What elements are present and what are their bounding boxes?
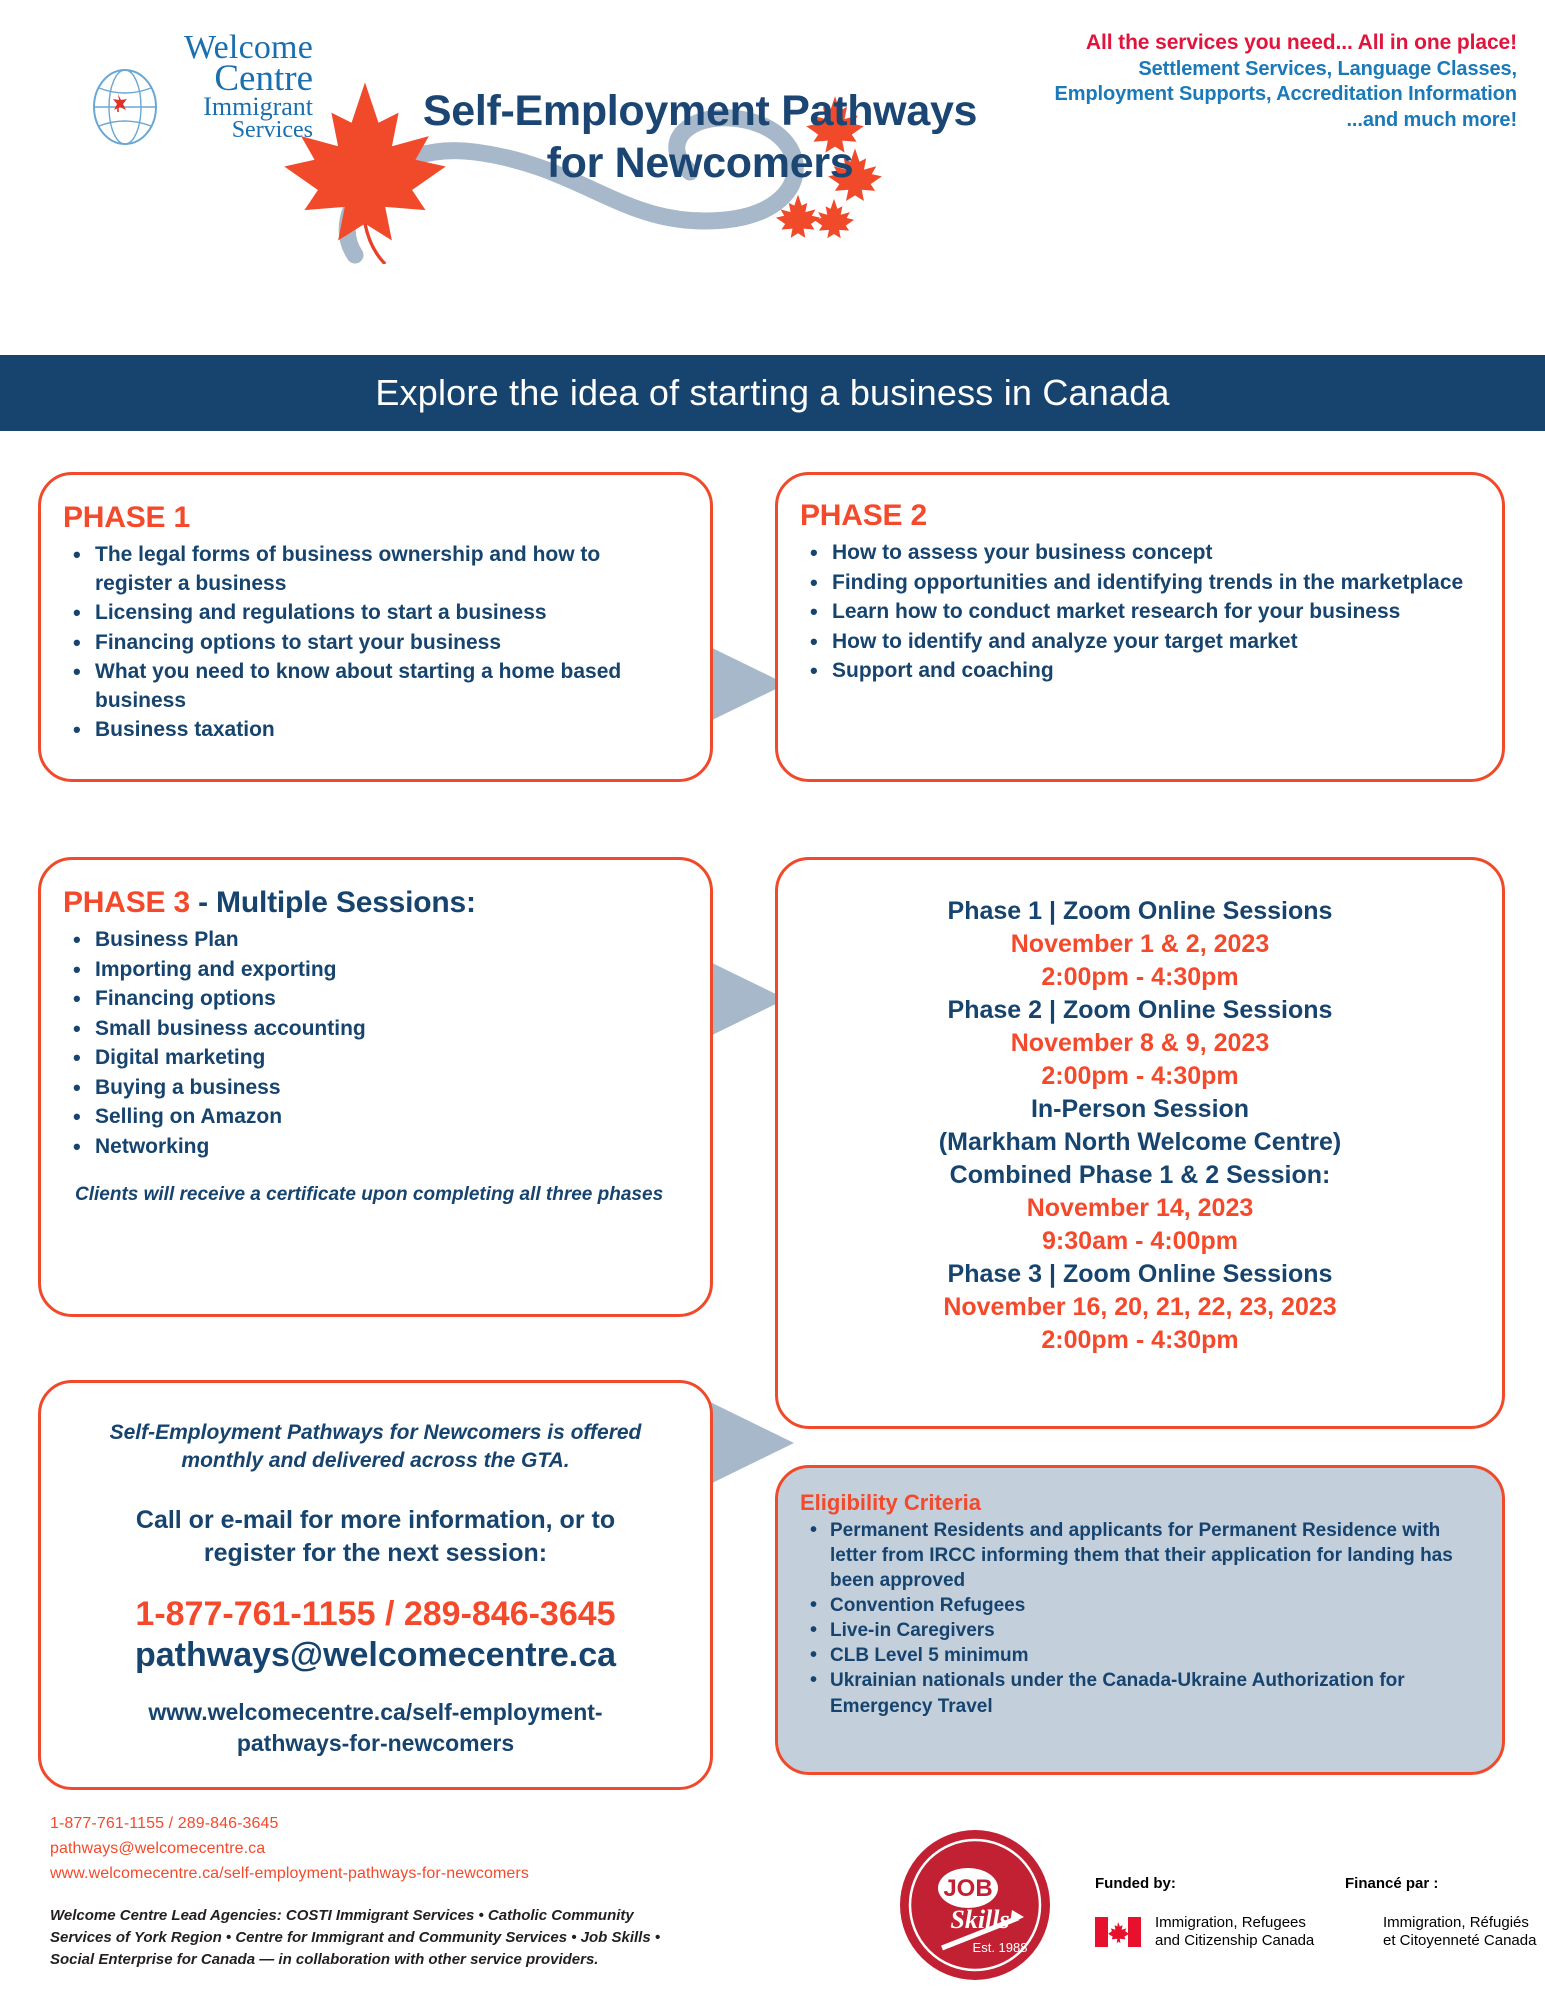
- schedule-line: November 8 & 9, 2023: [1010, 1029, 1270, 1057]
- department-fr-line-2: et Citoyenneté Canada: [1383, 1932, 1537, 1950]
- schedule-line: In-Person Session: [1030, 1095, 1250, 1123]
- banner-text: Explore the idea of starting a business in Canada: [375, 372, 1170, 413]
- contact-card: [38, 1380, 713, 1790]
- tagline-block: [1055, 30, 1517, 134]
- schedule-line: Phase 2 | Zoom Online Sessions: [947, 996, 1333, 1024]
- schedule-line: November 1 & 2, 2023: [1010, 930, 1270, 958]
- contact-call-line-1: Call or e-mail for more information, or to: [135, 1506, 616, 1535]
- canada-flag-icon: [1095, 1917, 1141, 1947]
- phase-3-list: [63, 926, 682, 1161]
- list-item: • How to assess your business concept: [800, 539, 1476, 568]
- schedule-line: November 16, 20, 21, 22, 23, 2023: [943, 1293, 1337, 1321]
- connector-arrow-2: [706, 960, 786, 1038]
- list-item: • Permanent Residents and applicants for Permanent Residence with letter from IRCC informing them that their application for landing has been approved: [800, 1518, 1474, 1593]
- list-item: • Learn how to conduct market research for your business: [800, 598, 1476, 627]
- footer-agencies-line-3: Social Enterprise for Canada — in collaboration with other service providers.: [50, 1950, 599, 1968]
- poster-title-line-2: for Newcomers: [546, 139, 854, 188]
- job-skills-logo: [900, 1830, 1050, 1980]
- phase-1-list: [63, 541, 682, 745]
- list-item: • Importing and exporting: [63, 956, 682, 985]
- list-item: • What you need to know about starting a home based business: [63, 658, 682, 715]
- svg-text:Skills: Skills: [950, 1905, 1010, 1934]
- svg-text:Est. 1988: Est. 1988: [972, 1940, 1028, 1955]
- department-en-line-2: and Citizenship Canada: [1155, 1932, 1315, 1950]
- list-item: • Digital marketing: [63, 1044, 682, 1073]
- footer-agencies-line-2: Services of York Region • Centre for Immigrant and Community Services • Job Skills •: [50, 1928, 661, 1946]
- phase-3-title-main: PHASE 3: [63, 886, 190, 919]
- schedule-line: Phase 3 | Zoom Online Sessions: [947, 1260, 1333, 1288]
- funded-by-fr: Financé par :: [1345, 1875, 1439, 1892]
- job-skills-logo-icon: [900, 1830, 1050, 1980]
- schedule-card: [775, 857, 1505, 1429]
- eligibility-list: [800, 1518, 1474, 1719]
- funders-headings: [1095, 1875, 1536, 1892]
- list-item: • Convention Refugees: [800, 1593, 1474, 1618]
- eligibility-title: Eligibility Criteria: [800, 1490, 981, 1515]
- footer-phone[interactable]: 1-877-761-1155 / 289-846-3645: [50, 1815, 279, 1832]
- poster-title-line-1: Self-Employment Pathways: [422, 87, 978, 135]
- footer-agencies: [50, 1905, 660, 1970]
- department-fr-line-1: Immigration, Réfugiés: [1383, 1914, 1529, 1931]
- funders-body: [1095, 1914, 1536, 1951]
- phase-1-card: [38, 472, 713, 782]
- list-item: • Finding opportunities and identifying trends in the marketplace: [800, 569, 1476, 598]
- contact-intro: [75, 1419, 676, 1474]
- schedule-line: November 14, 2023: [1026, 1194, 1254, 1222]
- phase-3-title-rest: - Multiple Sessions:: [189, 886, 476, 919]
- logo-line-services: Services: [231, 117, 313, 144]
- logo-line-centre: Centre: [214, 58, 313, 100]
- department-name-fr: [1383, 1914, 1536, 1951]
- contact-email[interactable]: pathways@welcomecentre.ca: [134, 1636, 617, 1675]
- eligibility-card: [775, 1465, 1505, 1775]
- contact-website-line-1: www.welcomecentre.ca/self-employment-: [148, 1699, 603, 1726]
- contact-intro-line-1: Self-Employment Pathways for Newcomers is offered: [109, 1421, 642, 1444]
- schedule-line: Combined Phase 1 & 2 Session:: [949, 1161, 1331, 1189]
- phase-1-title: PHASE 1: [63, 501, 190, 534]
- footer-website[interactable]: www.welcomecentre.ca/self-employment-pathways-for-newcomers: [50, 1864, 529, 1882]
- schedule-line: 2:00pm - 4:30pm: [1041, 1326, 1239, 1354]
- phase-2-card: [775, 472, 1505, 782]
- poster-header: [0, 0, 1545, 355]
- department-names: [1155, 1914, 1536, 1951]
- poster-title-block: [350, 85, 1050, 265]
- list-item: • Support and coaching: [800, 657, 1476, 686]
- tagline-line-3: Employment Supports, Accreditation Information: [1054, 83, 1517, 106]
- schedule-line: (Markham North Welcome Centre): [938, 1128, 1342, 1156]
- logo-line-immigrant: Immigrant: [203, 92, 313, 122]
- tagline-line-2: Settlement Services, Language Classes,: [1138, 57, 1517, 80]
- schedule-line: Phase 1 | Zoom Online Sessions: [947, 897, 1333, 925]
- page-title: [350, 85, 1050, 190]
- maple-leaf-icon-small-4: [813, 197, 855, 245]
- list-item: • CLB Level 5 minimum: [800, 1643, 1474, 1668]
- list-item: • Financing options: [63, 985, 682, 1014]
- footer-agencies-line-1: Welcome Centre Lead Agencies: COSTI Immigrant Services • Catholic Community: [50, 1907, 634, 1924]
- list-item: • How to identify and analyze your target market: [800, 628, 1476, 657]
- phase-2-list: [800, 539, 1476, 686]
- tagline-highlight: All the services you need... All in one place!: [1085, 31, 1517, 54]
- schedule-line: 2:00pm - 4:30pm: [1041, 1062, 1239, 1090]
- contact-website[interactable]: [75, 1697, 676, 1758]
- list-item: • Licensing and regulations to start a business: [63, 599, 682, 628]
- banner-strip: [0, 355, 1545, 431]
- phase-2-title: PHASE 2: [800, 499, 927, 532]
- contact-phone[interactable]: 1-877-761-1155 / 289-846-3645: [135, 1595, 616, 1634]
- footer-email[interactable]: pathways@welcomecentre.ca: [50, 1839, 266, 1857]
- schedule-line: 9:30am - 4:00pm: [1042, 1227, 1238, 1255]
- logo-line-welcome: Welcome: [184, 29, 313, 66]
- list-item: • Live-in Caregivers: [800, 1618, 1474, 1643]
- funders-block: [1095, 1875, 1536, 1951]
- svg-text:JOB: JOB: [943, 1875, 993, 1902]
- welcome-centre-logo: [52, 30, 312, 150]
- list-item: • The legal forms of business ownership and how to register a business: [63, 541, 682, 598]
- phase-3-title: [63, 886, 682, 920]
- list-item: • Selling on Amazon: [63, 1103, 682, 1132]
- list-item: • Financing options to start your business: [63, 629, 682, 658]
- footer-contact: [50, 1812, 529, 1886]
- contact-call-to-action: [75, 1504, 676, 1569]
- department-en-line-1: Immigration, Refugees: [1155, 1914, 1306, 1931]
- list-item: • Business taxation: [63, 716, 682, 745]
- department-name-en: [1155, 1914, 1335, 1951]
- funded-by-en: Funded by:: [1095, 1875, 1176, 1892]
- contact-intro-line-2: monthly and delivered across the GTA.: [181, 1448, 570, 1472]
- schedule-list: [808, 895, 1472, 1357]
- certificate-note: Clients will receive a certificate upon completing all three phases: [75, 1184, 664, 1206]
- contact-call-line-2: register for the next session:: [203, 1538, 548, 1567]
- schedule-line: 2:00pm - 4:30pm: [1041, 963, 1239, 991]
- list-item: • Business Plan: [63, 926, 682, 955]
- list-item: • Buying a business: [63, 1074, 682, 1103]
- list-item: • Ukrainian nationals under the Canada-Ukraine Authorization for Emergency Travel: [800, 1668, 1474, 1718]
- tagline-line-4: ...and much more!: [1346, 109, 1517, 132]
- connector-arrow-1: [706, 645, 786, 723]
- list-item: • Small business accounting: [63, 1015, 682, 1044]
- phase-3-card: [38, 857, 713, 1317]
- contact-website-line-2: pathways-for-newcomers: [236, 1729, 515, 1756]
- list-item: • Networking: [63, 1133, 682, 1162]
